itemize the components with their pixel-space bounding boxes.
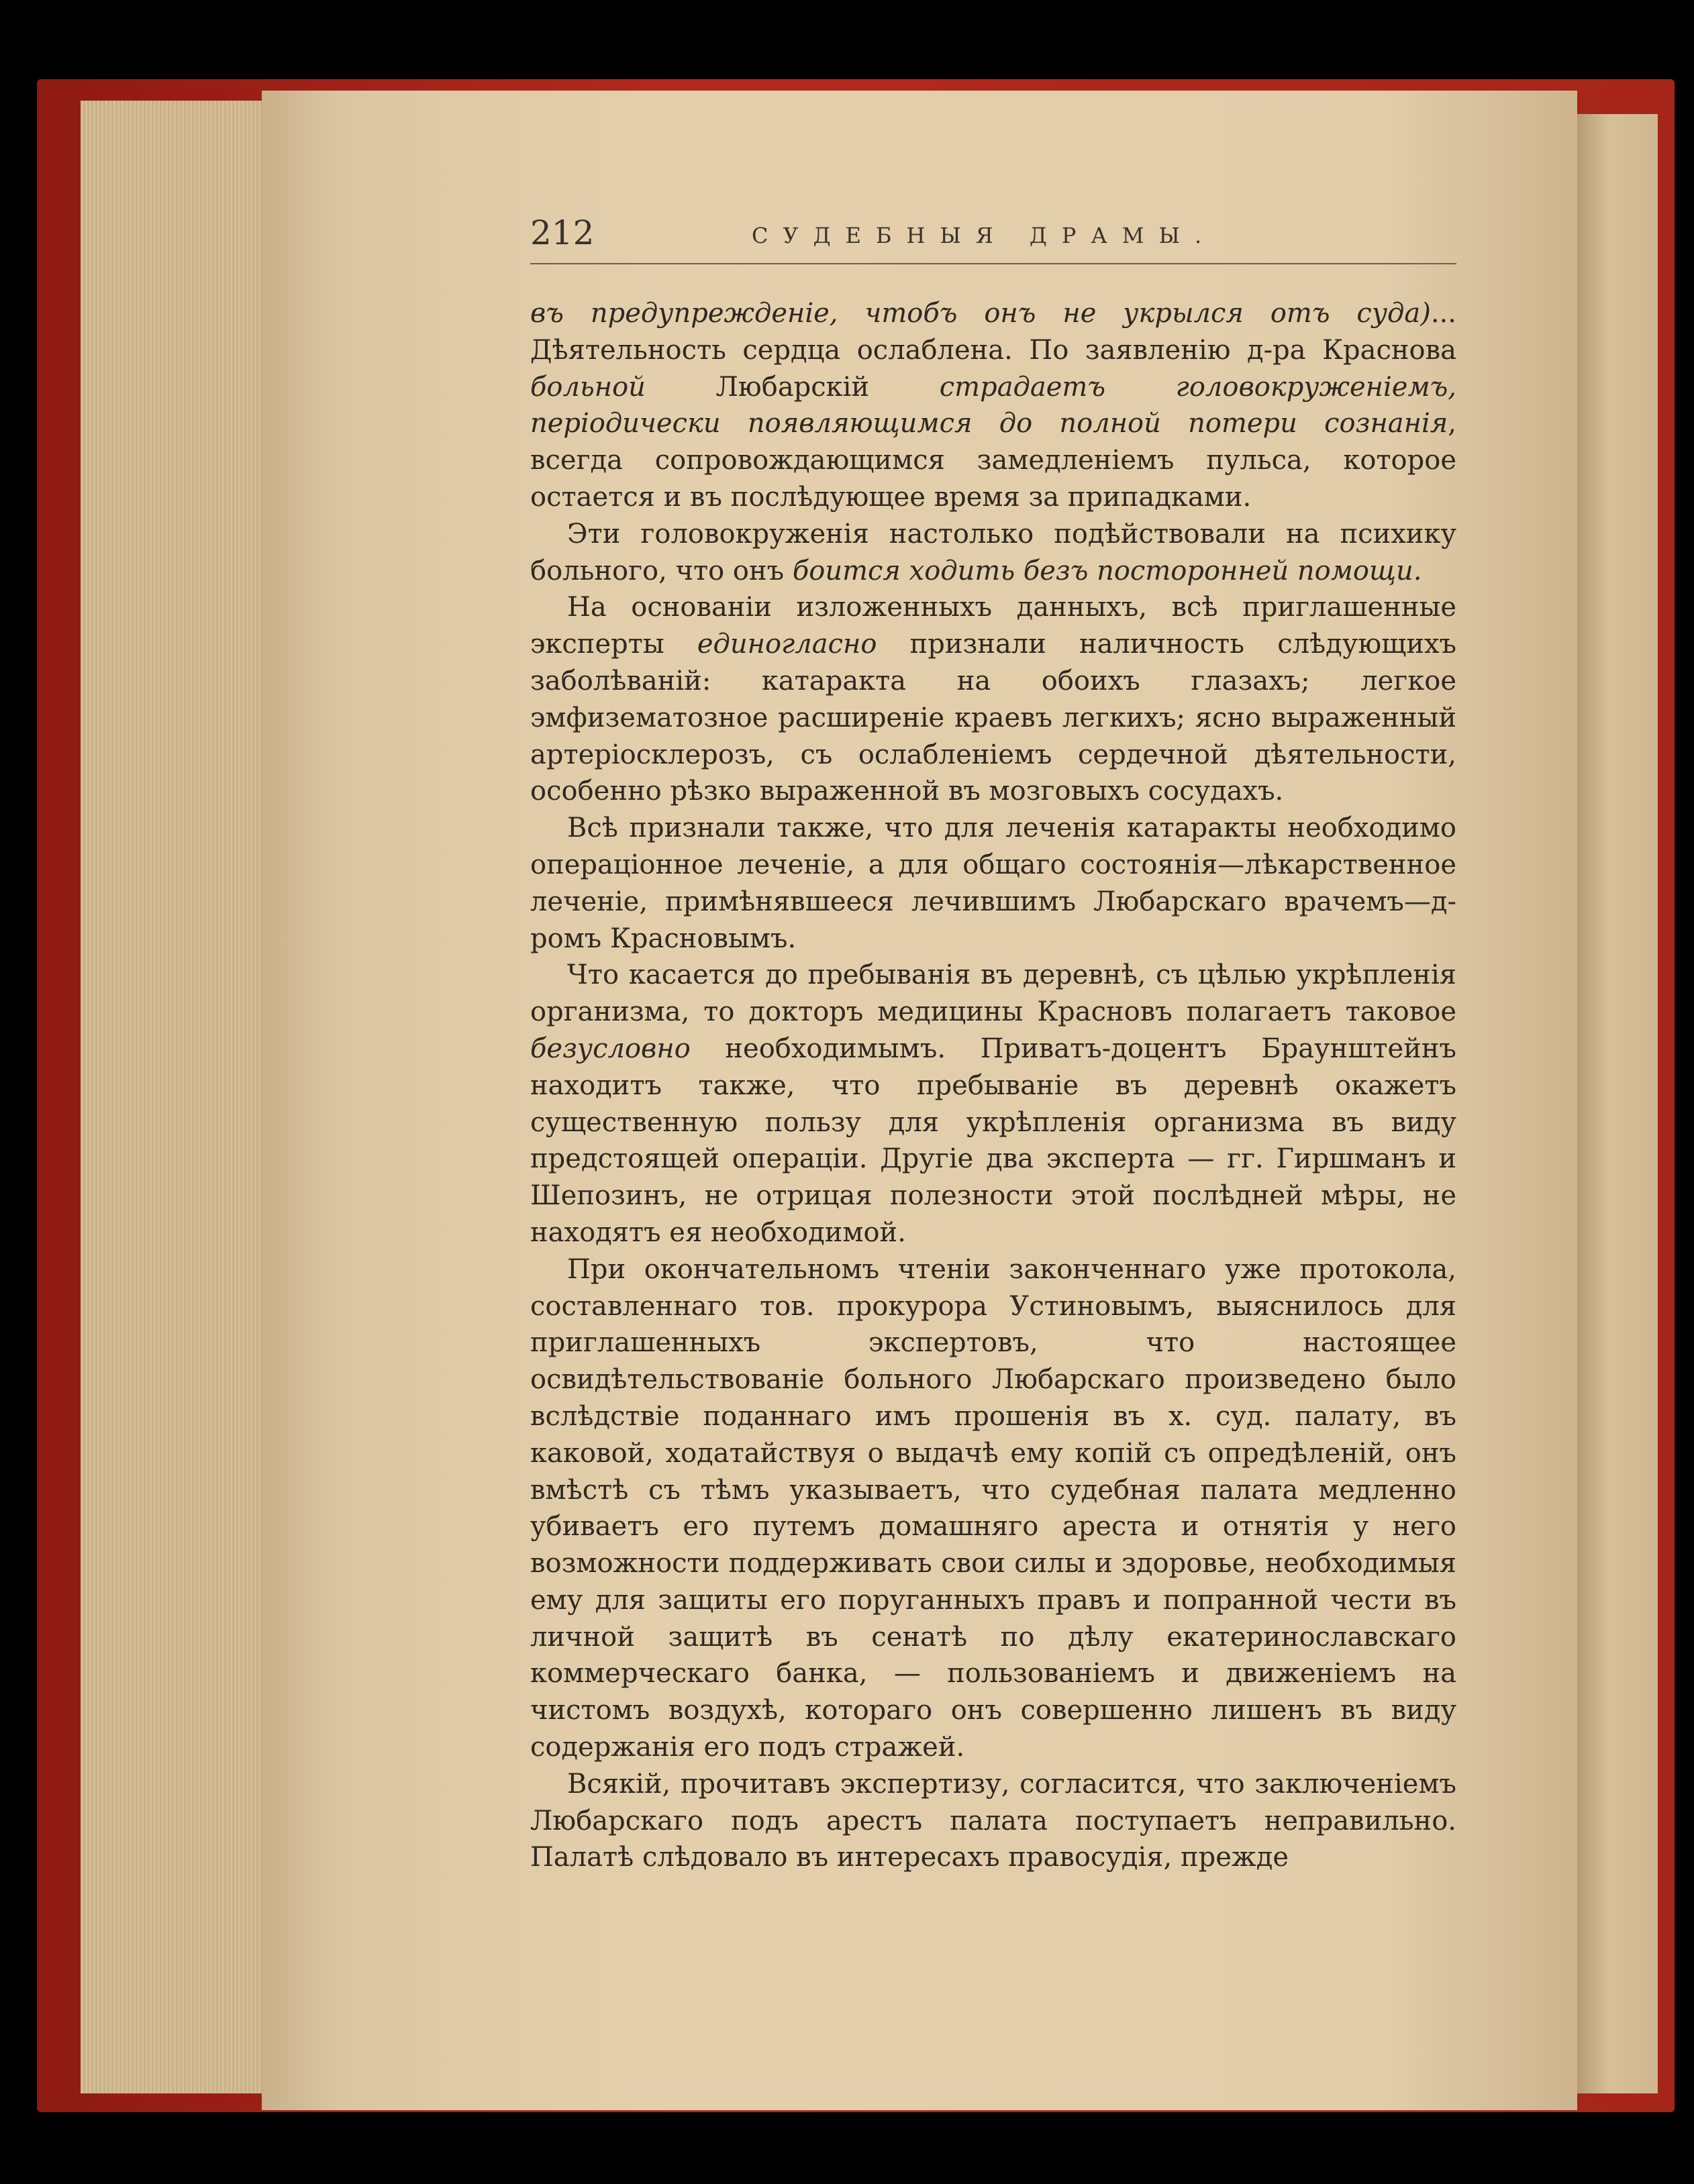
paragraph-4: Всѣ признали также, что для леченія катаракты необходимо операціонное леченіе, а для общаго состоянія—лѣкарственное леченіе, примѣнявшееся лечившимъ Любарскаго врачемъ—д-ромъ Красновымъ.: [530, 813, 1456, 954]
text-italic: больной: [530, 371, 646, 403]
text-italic: боится ходить безъ посторонней помощи.: [792, 555, 1422, 586]
text-run: На основаніи изложенныхъ данныхъ, всѣ приглашенные эксперты: [530, 592, 1456, 660]
text-italic: единогласно: [697, 629, 877, 660]
page-number: 212: [530, 213, 595, 252]
text-italic: безусловно: [530, 1033, 691, 1064]
body-text: [530, 295, 1456, 1876]
paragraph-2: [530, 516, 1456, 590]
paragraph-1: [530, 295, 1456, 516]
text-run: необходимымъ. Приватъ-доцентъ Браунштейнъ находитъ также, что пребываніе въ деревнѣ окажетъ существенную пользу для укрѣпленія организма въ виду предстоящей операціи. Другіе два эксперта — гг. Гиршманъ и Шепозинъ, не отрицая полезности этой послѣдней мѣры, не находятъ ея необходимой.: [530, 1033, 1456, 1248]
running-title: СУДЕБНЫЯ ДРАМЫ.: [752, 223, 1217, 248]
paragraph-7: Всякій, прочитавъ экспертизу, согласится, что заключеніемъ Любарскаго подъ арестъ палата поступаетъ неправильно. Палатѣ слѣдовало въ интересахъ правосудія, прежде: [530, 1768, 1456, 1873]
text-run: Любарскій: [645, 371, 940, 403]
paragraph-6: При окончательномъ чтеніи законченнаго уже протокола, составленнаго тов. прокурора Устиновымъ, выяснилось для приглашенныхъ экспертовъ, что настоящее освидѣтельствованіе больного Любарскаго произведено было вслѣдствіе поданнаго имъ прошенія въ х. суд. палату, въ каковой, ходатайствуя о выдачѣ ему копій съ опредѣленій, онъ вмѣстѣ съ тѣмъ указываетъ, что судебная палата медленно убиваетъ его путемъ домашняго ареста и отнятія у него возможности поддерживать свои силы и здоровье, необходимыя ему для защиты его поруганныхъ правъ и попранной чести въ личной защитѣ въ сенатѣ по дѣлу екатеринославскаго коммерческаго банка, — пользованіемъ и движеніемъ на чистомъ воздухѣ, котораго онъ совершенно лишенъ въ виду содержанія его подъ стражей.: [530, 1253, 1456, 1763]
paragraph-3: [530, 589, 1456, 810]
text-run: Эти головокруженія настолько подѣйствовали на психику больного, что онъ: [530, 518, 1456, 586]
running-header: [530, 213, 1456, 262]
text-italic: страдаетъ головокруженіемъ, періодически появляющимся до полной потери сознанія: [530, 371, 1456, 439]
text-run: ... Дѣятельность сердца ослаблена. По заявленію д-ра Краснова: [530, 298, 1456, 366]
text-run: Что касается до пребыванія въ деревнѣ, съ цѣлью укрѣпленія организма, то докторъ медицины Красновъ полагаетъ таковое: [530, 959, 1456, 1028]
page-edges: [81, 101, 282, 2093]
facing-page-edge: [1577, 114, 1658, 2093]
text-run: , всегда сопровождающимся замедленіемъ пульса, которое остается и въ послѣдующее время за припадками.: [530, 408, 1456, 513]
text-italic: въ предупрежденіе, чтобъ онъ не укрылся отъ суда): [530, 298, 1431, 329]
paragraph-5: [530, 957, 1456, 1251]
header-rule: [530, 263, 1456, 264]
text-run: признали наличность слѣдующихъ заболѣваній: катаракта на обоихъ глазахъ; легкое эмфизематозное расширеніе краевъ легкихъ; ясно выраженный артеріосклерозъ, съ ослабленіемъ сердечной дѣятельности, особенно рѣзко выраженной въ мозговыхъ сосудахъ.: [530, 629, 1456, 807]
